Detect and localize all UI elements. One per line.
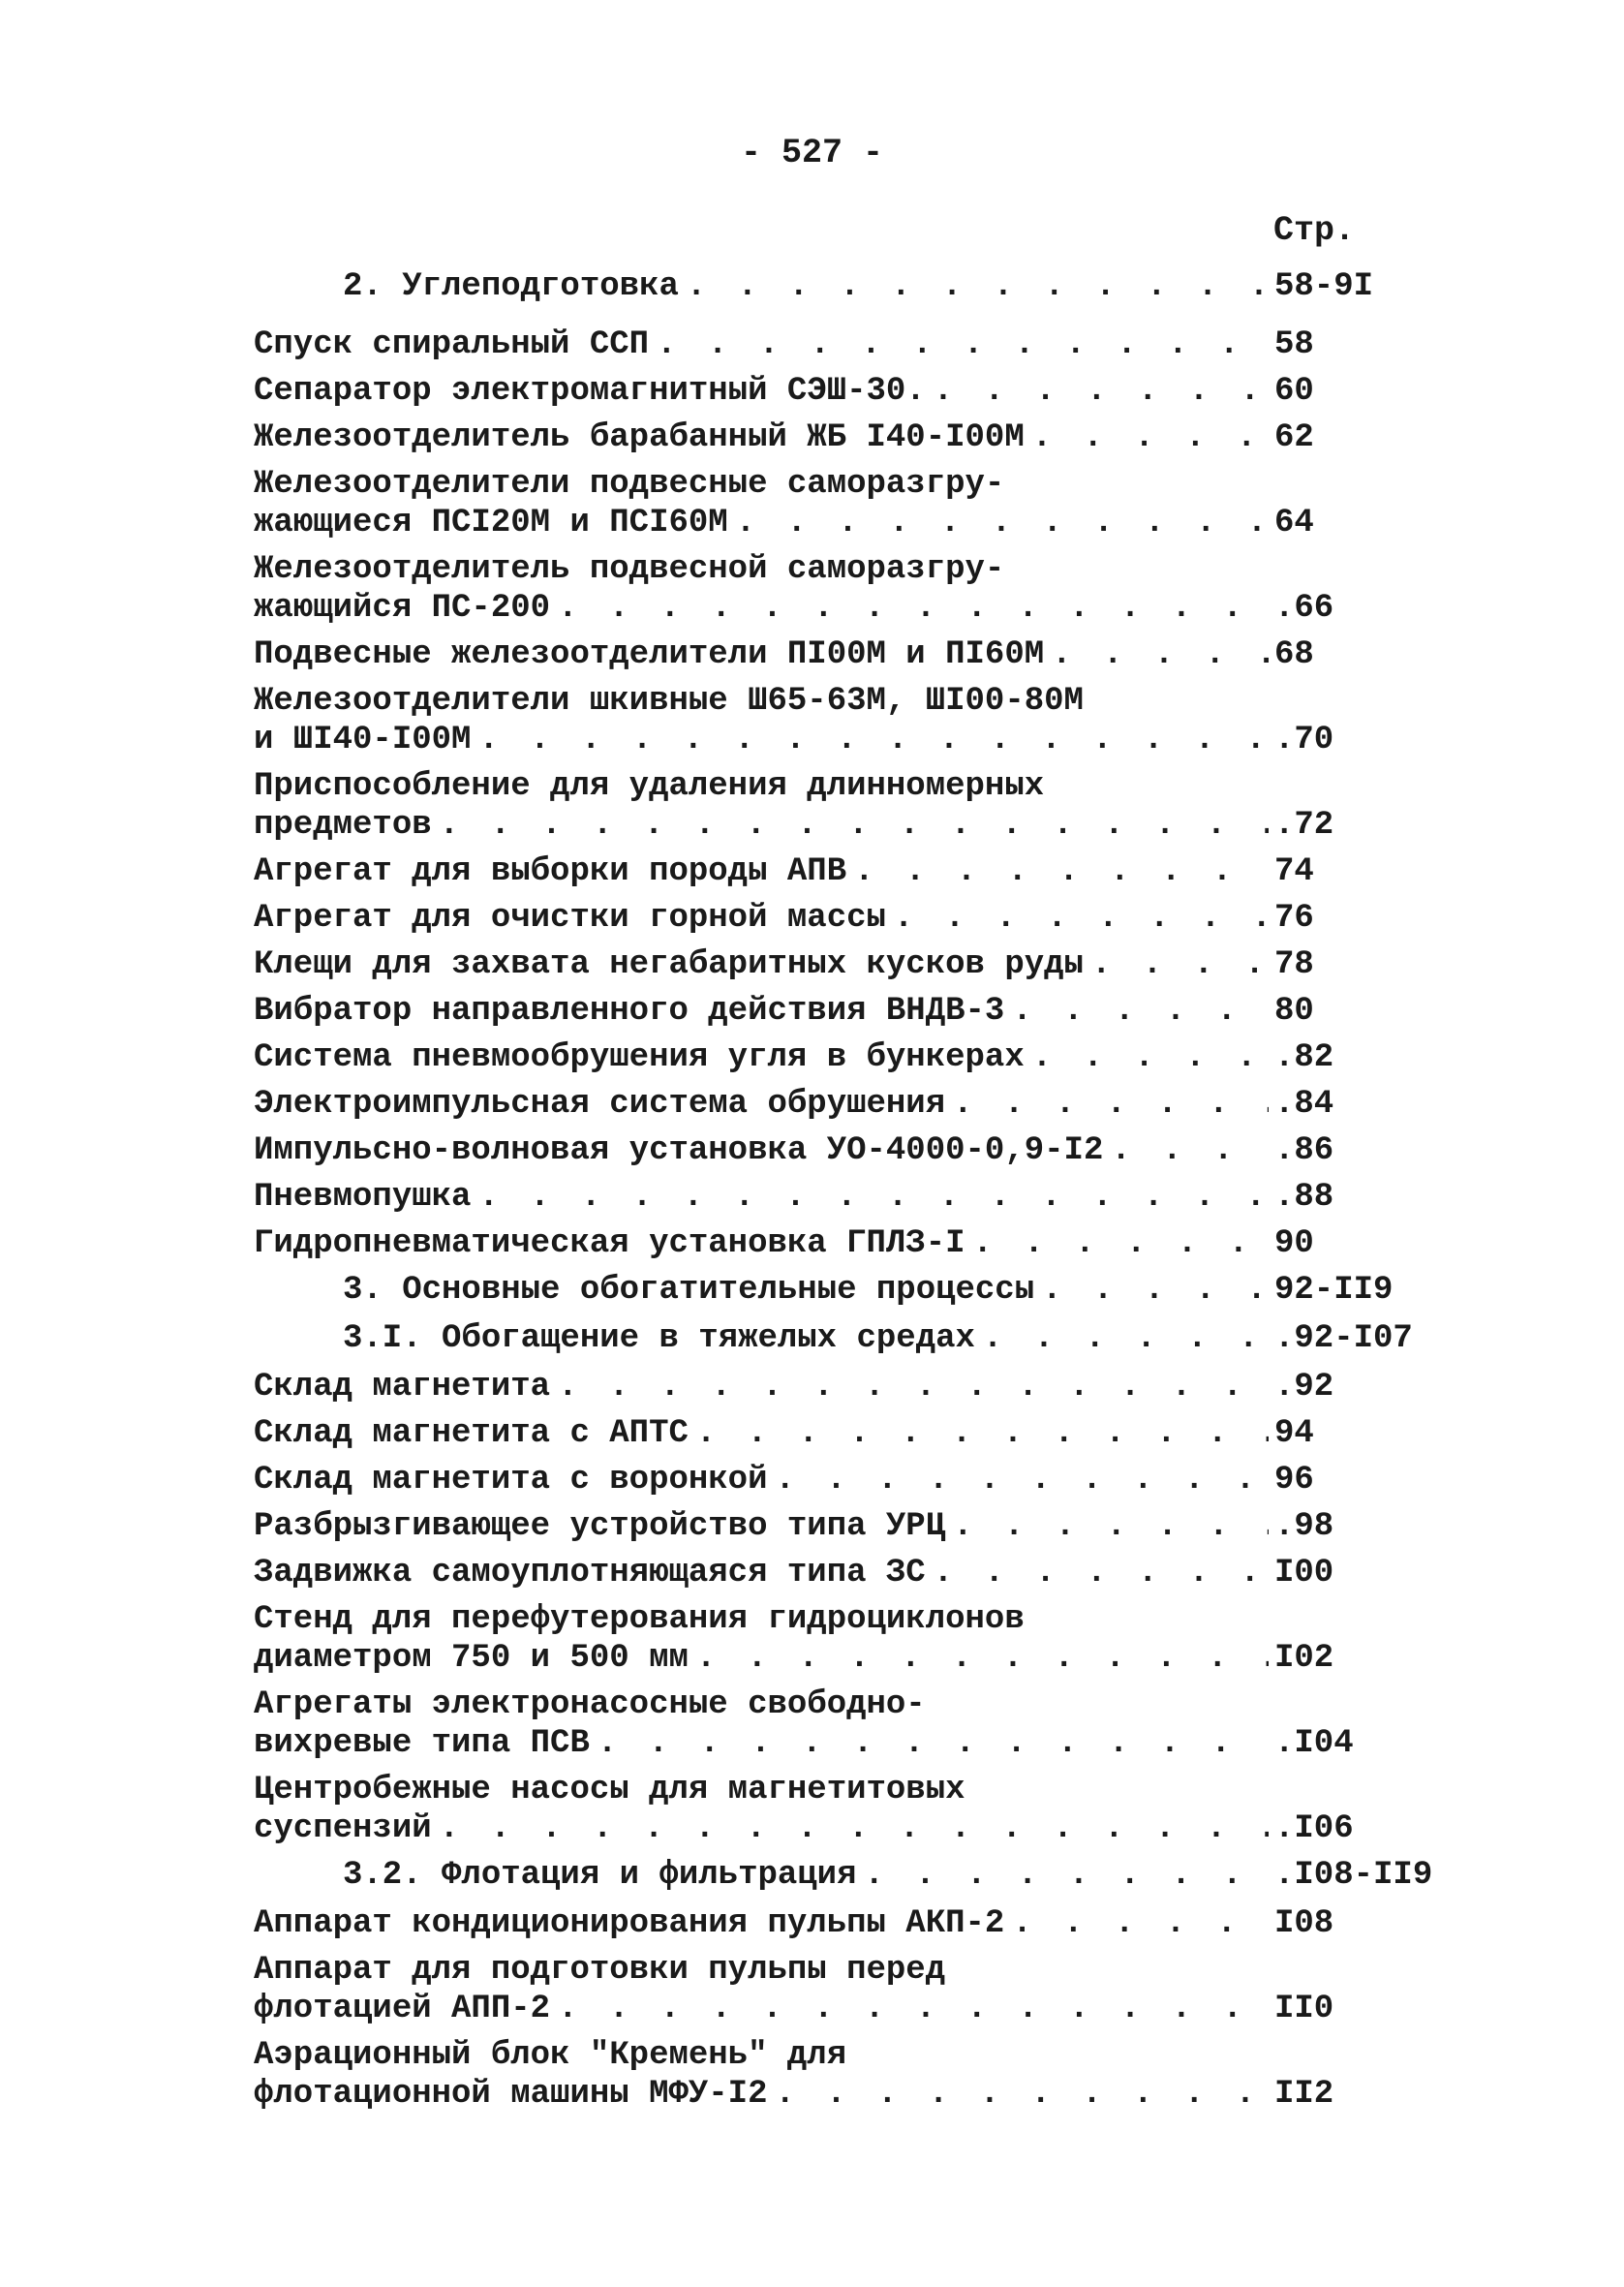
toc-page-ref: I08	[1274, 1905, 1334, 1942]
toc-entry-title	[254, 1414, 1269, 1453]
toc-entry-title	[254, 1685, 1269, 1763]
toc-entry-title	[254, 325, 1269, 364]
toc-entry-title-line	[254, 1178, 1269, 1217]
toc-entry-text: 3.2. Флотация и фильтрация	[343, 1857, 857, 1894]
toc-entry	[254, 325, 1408, 364]
dot-leader	[953, 1507, 1269, 1546]
toc-entry-title	[254, 550, 1269, 628]
toc-section-heading	[254, 1319, 1413, 1358]
toc-entry	[254, 1224, 1408, 1263]
dot-leader	[1012, 1904, 1269, 1943]
toc-entry-text: Подвесные железоотделители ПI00М и ПI60М	[254, 636, 1045, 673]
toc-entry-title	[254, 992, 1269, 1031]
dot-leader	[736, 504, 1269, 542]
toc-entry-text: Гидропневматическая установка ГПЛЗ-I	[254, 1225, 965, 1262]
toc-entry-text: диаметром 750 и 500 мм	[254, 1640, 689, 1677]
toc-entry	[254, 1600, 1408, 1678]
dot-leader	[558, 1368, 1269, 1406]
toc-entry-title-line	[254, 945, 1269, 984]
toc-entry-title-line	[254, 372, 1269, 411]
toc-entry-text: Склад магнетита	[254, 1369, 551, 1406]
toc-page-ref: 60	[1274, 373, 1314, 410]
toc-page-ref: I02	[1274, 1640, 1334, 1677]
toc-entry-title	[254, 682, 1269, 759]
toc-page-ref: 92-II9	[1274, 1272, 1394, 1309]
toc-entry-title-line	[254, 682, 1269, 721]
toc-page-ref: 68	[1274, 636, 1314, 673]
toc-entry-title	[254, 1368, 1269, 1406]
toc-entry	[254, 372, 1408, 411]
toc-entry-title-line	[254, 1414, 1269, 1453]
toc-entry-title-line	[254, 504, 1269, 542]
dot-leader	[776, 2075, 1270, 2114]
toc-entry-text: Железоотделитель барабанный ЖБ I40-I00М	[254, 419, 1025, 456]
toc-entry-text: Железоотделители шкивные Ш65-63М, ШI00-80М	[254, 683, 1084, 720]
toc-page-ref: 90	[1274, 1225, 1314, 1262]
toc-entry-text: Аппарат кондиционирования пульпы АКП-2	[254, 1905, 1005, 1942]
toc-page-ref: .I04	[1274, 1725, 1354, 1762]
dot-leader	[657, 325, 1269, 364]
toc-entry-title-line	[254, 767, 1269, 806]
toc-entry-title-line	[254, 1085, 1269, 1124]
toc-entry	[254, 945, 1408, 984]
toc-entry-title-line	[254, 1724, 1269, 1763]
toc-entry-title	[254, 1038, 1269, 1077]
toc-entry-text: Вибратор направленного действия ВНДВ-3	[254, 993, 1005, 1030]
toc-entry-text: Стенд для перефутерования гидроциклонов	[254, 1601, 1025, 1638]
toc-entry-title	[254, 1131, 1269, 1170]
toc-entry-text: Спуск спиральный ССП	[254, 326, 650, 363]
toc-entry-title-line	[254, 1224, 1269, 1263]
toc-page-ref: 94	[1274, 1415, 1314, 1452]
toc-entry-title-line	[343, 267, 1269, 306]
dot-leader	[1012, 992, 1269, 1031]
toc-page-ref: .72	[1274, 807, 1334, 844]
toc-entry-title-line	[254, 1368, 1269, 1406]
dot-leader	[598, 1724, 1269, 1763]
toc-entry	[254, 1554, 1408, 1592]
dot-leader	[934, 1554, 1269, 1592]
toc-entry-text: вихревые типа ПСВ	[254, 1725, 590, 1762]
toc-entry-title	[254, 1554, 1269, 1592]
dot-leader	[478, 721, 1269, 759]
toc-entry	[254, 465, 1408, 542]
dot-leader	[696, 1414, 1269, 1453]
toc-entry-title-line	[254, 899, 1269, 938]
toc-entry-text: Центробежные насосы для магнетитовых	[254, 1772, 965, 1808]
toc-page-ref: .84	[1274, 1086, 1334, 1123]
toc-page-ref: 80	[1274, 993, 1314, 1030]
toc-section-heading	[254, 267, 1408, 306]
toc-entry-text: Склад магнетита с АПТС	[254, 1415, 689, 1452]
toc-entry-title	[254, 1904, 1269, 1943]
toc-entry-text: Клещи для захвата негабаритных кусков руды	[254, 946, 1084, 983]
toc-entry-title-line	[254, 992, 1269, 1031]
toc-entry-title-line	[254, 325, 1269, 364]
toc-entry-title-line	[254, 1038, 1269, 1077]
dot-leader	[983, 1319, 1269, 1358]
toc-page-ref: .I08-II9	[1274, 1857, 1433, 1894]
toc-entry-text: Аэрационный блок "Кремень" для	[254, 2037, 847, 2074]
dot-leader	[696, 1639, 1269, 1678]
dot-leader	[1032, 1038, 1269, 1077]
toc-entry-title	[254, 1085, 1269, 1124]
toc-page-ref: 78	[1274, 946, 1314, 983]
toc-entry-title-line	[254, 635, 1269, 674]
dot-leader	[894, 899, 1269, 938]
toc-entry-text: Система пневмообрушения угля в бункерах	[254, 1039, 1025, 1076]
toc-page-ref: .82	[1274, 1039, 1334, 1076]
toc-entry-title	[254, 1600, 1269, 1678]
toc-entry	[254, 418, 1408, 457]
toc-entry-text: 3. Основные обогатительные процессы	[343, 1272, 1035, 1309]
dot-leader	[973, 1224, 1269, 1263]
toc-entry	[254, 1131, 1408, 1170]
toc-entry-title	[254, 1507, 1269, 1546]
toc-entry-title-line	[254, 806, 1269, 845]
toc-entry-text: Разбрызгивающее устройство типа УРЦ	[254, 1508, 946, 1545]
toc-entry-title	[254, 418, 1269, 457]
toc-entry-text: флотационной машины МФУ-I2	[254, 2076, 768, 2113]
dot-leader	[1091, 945, 1269, 984]
toc-page-ref: II0	[1274, 1991, 1334, 2027]
toc-entry	[254, 1685, 1408, 1763]
toc-page-ref: .I06	[1274, 1810, 1354, 1847]
dot-leader	[1042, 1271, 1269, 1310]
toc-entry	[254, 852, 1408, 891]
toc-entry-title	[254, 372, 1269, 411]
toc-page-ref: I00	[1274, 1555, 1334, 1592]
toc-entry-title	[254, 1951, 1269, 2028]
toc-entry-title	[254, 852, 1269, 891]
toc-entry-title	[343, 1271, 1269, 1310]
toc-entry	[254, 899, 1408, 938]
toc-entry-text: Приспособление для удаления длинномерных	[254, 768, 1045, 805]
toc-page-ref: 76	[1274, 900, 1314, 937]
toc-entry-title-line	[254, 1951, 1269, 1990]
toc-entry-text: Электроимпульсная система обрушения	[254, 1086, 946, 1123]
toc-entry-text: Аппарат для подготовки пульпы перед	[254, 1952, 946, 1989]
toc-entry-title	[343, 1319, 1269, 1358]
toc-page-ref: .92	[1274, 1369, 1334, 1406]
toc-page-ref: .66	[1274, 590, 1334, 627]
toc-entry-title	[254, 1461, 1269, 1499]
toc-entry	[254, 1368, 1408, 1406]
toc-entry-title	[343, 267, 1269, 306]
toc-entry	[254, 1085, 1408, 1124]
toc-entry-title	[254, 465, 1269, 542]
toc-entry-title	[254, 1178, 1269, 1217]
page-column-header: Стр.	[1273, 211, 1356, 250]
toc-entry-text: жающийся ПС-200	[254, 590, 551, 627]
toc-entry	[254, 1038, 1408, 1077]
toc-entry-text: Агрегат для выборки породы АПВ	[254, 853, 847, 890]
toc-entry-text: Склад магнетита с воронкой	[254, 1462, 768, 1499]
dot-leader	[478, 1178, 1269, 1217]
toc-entry	[254, 1951, 1408, 2028]
dot-leader	[440, 1809, 1269, 1848]
toc-entry	[254, 1178, 1408, 1217]
toc-entry-text: Задвижка самоуплотняющаяся типа ЗС	[254, 1555, 926, 1592]
toc-entry-title	[254, 635, 1269, 674]
toc-entry	[254, 992, 1408, 1031]
toc-section-heading	[254, 1271, 1408, 1310]
toc-entry-text: Сепаратор электромагнитный СЭШ-30.	[254, 373, 926, 410]
dot-leader	[1052, 635, 1269, 674]
toc-entry-title-line	[343, 1319, 1269, 1358]
toc-page-ref: .86	[1274, 1132, 1334, 1169]
toc-entry-title-line	[254, 1131, 1269, 1170]
toc-page-ref: 58	[1274, 326, 1314, 363]
toc-page-ref: 64	[1274, 505, 1314, 541]
toc-page-ref: .98	[1274, 1508, 1334, 1545]
toc-entry-text: жающиеся ПСI20М и ПСI60М	[254, 505, 728, 541]
toc-entry-title-line	[254, 1554, 1269, 1592]
toc-entry-title-line	[254, 1507, 1269, 1546]
toc-entry	[254, 767, 1408, 845]
dot-leader	[1032, 418, 1269, 457]
toc-page-ref: 74	[1274, 853, 1314, 890]
toc-entry-text: Пневмопушка	[254, 1179, 472, 1216]
toc-entry-title-line	[254, 1809, 1269, 1848]
toc-entry-title	[254, 899, 1269, 938]
toc-entry-title-line	[254, 589, 1269, 628]
toc-entry-title-line	[254, 1990, 1269, 2028]
toc-page-ref: 96	[1274, 1462, 1314, 1499]
toc-entry-title-line	[254, 1461, 1269, 1499]
toc-entry-text: 2. Углеподготовка	[343, 268, 679, 305]
toc-entry-title-line	[254, 2075, 1269, 2114]
toc-entry-title-line	[254, 1639, 1269, 1678]
dot-leader	[953, 1085, 1269, 1124]
dot-leader	[854, 852, 1269, 891]
toc-page-ref: .88	[1274, 1179, 1334, 1216]
dot-leader	[776, 1461, 1270, 1499]
toc-entry-title-line	[254, 1771, 1269, 1809]
toc-entry-title	[254, 945, 1269, 984]
dot-leader	[440, 806, 1269, 845]
toc-section-heading	[254, 1856, 1433, 1895]
toc-entry-text: суспензий	[254, 1810, 432, 1847]
toc-entry	[254, 2036, 1408, 2114]
toc-entry-text: Железоотделители подвесные саморазгру-	[254, 466, 1005, 503]
toc-entry-title-line	[254, 721, 1269, 759]
toc-entry	[254, 682, 1408, 759]
toc-entry-title-line	[254, 1600, 1269, 1639]
toc-page-ref: 62	[1274, 419, 1314, 456]
dot-leader	[1111, 1131, 1269, 1170]
toc-entry	[254, 1507, 1408, 1546]
page-number: - 527 -	[740, 134, 884, 172]
toc-entry-title-line	[254, 852, 1269, 891]
dot-leader	[558, 1990, 1269, 2028]
toc-entry-text: 3.I. Обогащение в тяжелых средах	[343, 1320, 975, 1357]
toc-entry-title	[254, 767, 1269, 845]
toc-page-ref: 58-9I	[1274, 268, 1374, 305]
toc-entry	[254, 550, 1408, 628]
toc-entry-title	[343, 1856, 1269, 1895]
toc-page-ref: .70	[1274, 722, 1334, 758]
toc-entry	[254, 635, 1408, 674]
toc-entry-title	[254, 2036, 1269, 2114]
toc-page-ref: .92-I07	[1274, 1320, 1413, 1357]
toc-entry-title-line	[254, 550, 1269, 589]
toc-entry-text: Агрегат для очистки горной массы	[254, 900, 886, 937]
toc-entry-text: Железоотделитель подвесной саморазгру-	[254, 551, 1005, 588]
toc-entry	[254, 1414, 1408, 1453]
toc-entry-title-line	[254, 1685, 1269, 1724]
toc-entry-title-line	[254, 2036, 1269, 2075]
toc-entry-text: и ШI40-I00М	[254, 722, 472, 758]
toc-entry-title	[254, 1771, 1269, 1848]
dot-leader	[865, 1856, 1270, 1895]
toc-entry-title-line	[343, 1271, 1269, 1310]
toc-entry-text: Агрегаты электронасосные свободно-	[254, 1686, 926, 1723]
toc-entry-text: флотацией АПП-2	[254, 1991, 551, 2027]
toc-entry-title-line	[254, 465, 1269, 504]
toc-page-ref: II2	[1274, 2076, 1334, 2113]
toc-entry	[254, 1771, 1408, 1848]
dot-leader	[934, 372, 1269, 411]
toc-entry-title-line	[254, 418, 1269, 457]
dot-leader	[687, 267, 1269, 306]
toc-entry-title-line	[254, 1904, 1269, 1943]
toc-entry-title	[254, 1224, 1269, 1263]
toc-entry-text: Импульсно-волновая установка УО-4000-0,9-I2	[254, 1132, 1104, 1169]
toc-entry-text: предметов	[254, 807, 432, 844]
toc-entry	[254, 1904, 1408, 1943]
dot-leader	[558, 589, 1269, 628]
toc-entry-title-line	[343, 1856, 1269, 1895]
table-of-contents	[254, 267, 1433, 2121]
toc-entry	[254, 1461, 1408, 1499]
